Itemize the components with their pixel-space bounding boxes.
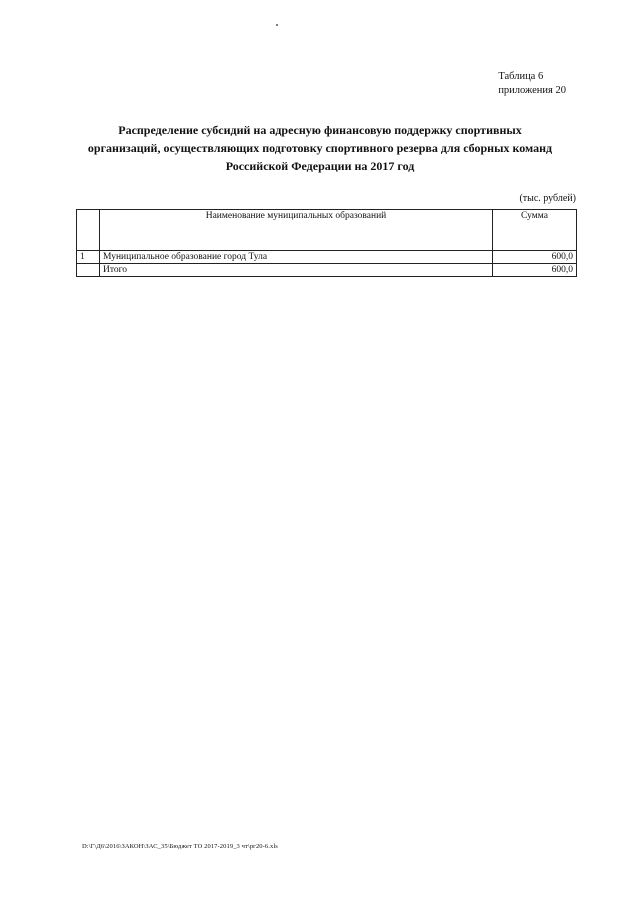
- subsidy-table: [76, 209, 577, 277]
- row-sum-cell: 600,0: [493, 251, 577, 264]
- document-title: [60, 121, 580, 175]
- scan-speck: [276, 24, 278, 26]
- total-label-cell: Итого: [100, 264, 493, 277]
- total-sum-cell: 600,0: [493, 264, 577, 277]
- table-row: [77, 251, 577, 264]
- title-line-2: организаций, осуществляющих подготовку спортивного резерва для сборных команд: [87, 141, 553, 155]
- file-path-footer: D:\Г\Д6\2016\ЗАКОН\ЗАС_35\Бюджет ТО 2017-2019_3 чт\рг20-6.xls: [82, 843, 278, 850]
- table-number: Таблица 6: [498, 71, 544, 82]
- units-label: (тыс. рублей): [519, 193, 576, 204]
- header-name-cell: Наименование муниципальных образований: [100, 210, 493, 251]
- table-header-row: [77, 210, 577, 251]
- title-line-3: Российской Федерации на 2017 год: [225, 159, 415, 173]
- title-line-1: Распределение субсидий на адресную финансовую поддержку спортивных: [118, 123, 522, 137]
- header-number-cell: [77, 210, 100, 251]
- total-number-cell: [77, 264, 100, 277]
- table-reference: [498, 70, 566, 98]
- row-name-cell: Муниципальное образование город Тула: [100, 251, 493, 264]
- annex-number: приложения 20: [498, 85, 566, 96]
- row-number-cell: 1: [77, 251, 100, 264]
- table-total-row: [77, 264, 577, 277]
- header-sum-cell: Сумма: [493, 210, 577, 251]
